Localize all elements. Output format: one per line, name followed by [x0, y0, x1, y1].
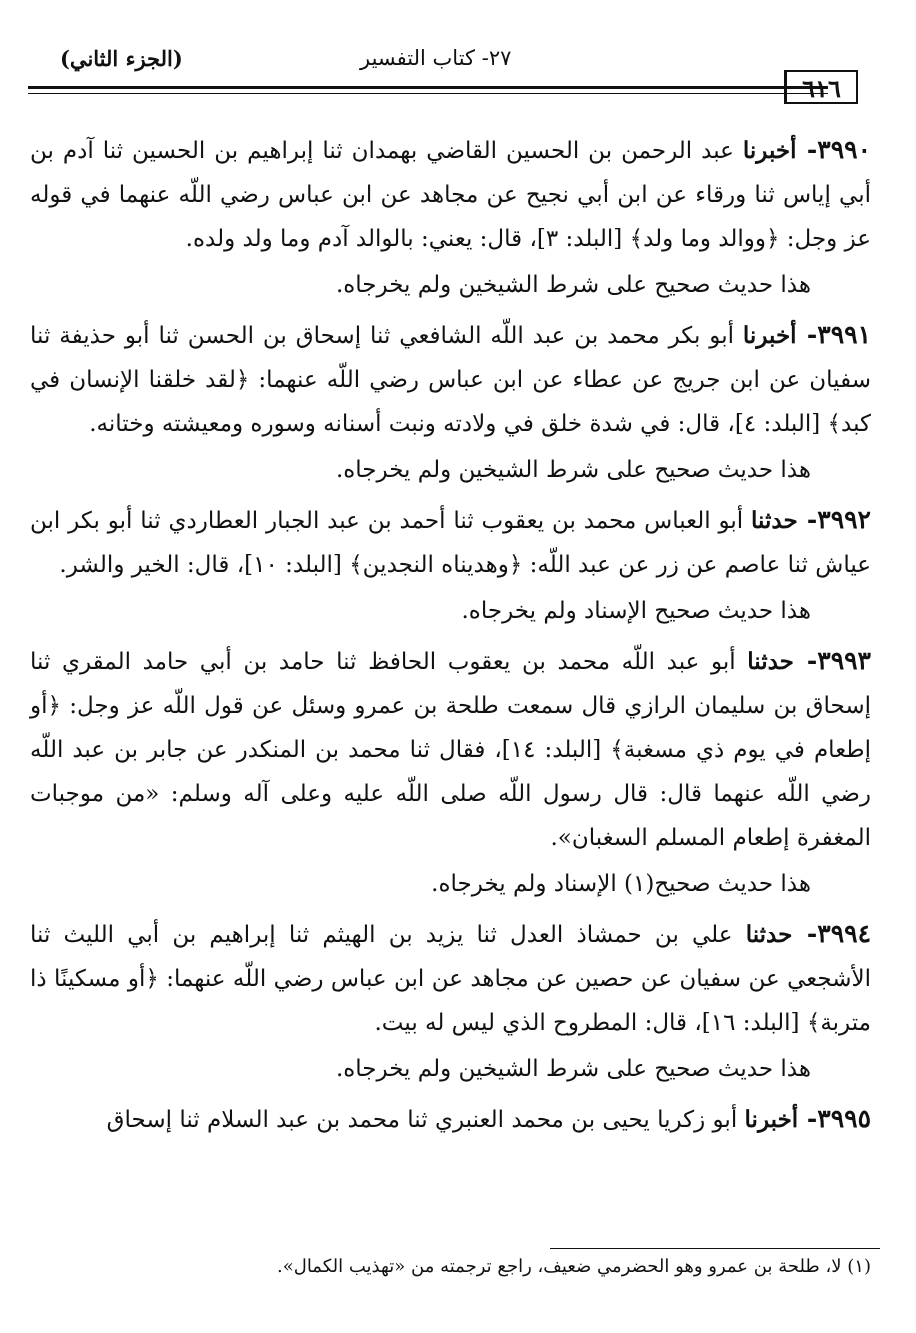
hadith-text: أبو العباس محمد بن يعقوب ثنا أحمد بن عبد الجبار العطاردي ثنا أبو بكر ابن عياش ثنا عاصم عن زر عن عبد اللّه: ﴿وهديناه النجدين﴾ [البلد: ١٠]، قال: الخير والشر.: [30, 508, 871, 578]
transmission-keyword: أخبرنا: [742, 137, 797, 164]
page-number: ٦١٦: [784, 70, 858, 104]
hadith-verdict: هذا حديث صحيح على شرط الشيخين ولم يخرجاه.: [335, 457, 811, 483]
transmission-keyword: أخبرنا: [744, 1106, 799, 1133]
part-title: (الجزء الثاني): [60, 46, 183, 71]
header-rule: [28, 86, 828, 89]
book-title: ٢٧- كتاب التفسير: [360, 46, 512, 70]
hadith-entry: ٣٩٩٠- أخبرنا عبد الرحمن بن الحسين القاضي بهمدان ثنا إبراهيم بن الحسين ثنا آدم بن أبي إياس ثنا ورقاء عن ابن أبي نجيح عن مجاهد عن ابن عباس رضي اللّه عنهما في قوله عز وجل: ﴿ووالد وما ولد﴾ [البلد: ٣]، قال: يعني: بالوالد آدم وما ولد ولده.: [30, 135, 871, 252]
hadith-verdict: هذا حديث صحيح على شرط الشيخين ولم يخرجاه.: [335, 272, 811, 298]
hadith-number: ٣٩٩٠: [817, 135, 871, 164]
hadith-text: أبو زكريا يحيى بن محمد العنبري ثنا محمد بن عبد السلام ثنا إسحاق: [106, 1107, 738, 1133]
hadith-number: ٣٩٩٥: [817, 1104, 871, 1133]
hadith-number: ٣٩٩٣: [817, 646, 871, 675]
hadith-number: ٣٩٩١: [817, 320, 871, 349]
hadith-entry: ٣٩٩٢- حدثنا أبو العباس محمد بن يعقوب ثنا أحمد بن عبد الجبار العطاردي ثنا أبو بكر ابن عياش ثنا عاصم عن زر عن عبد اللّه: ﴿وهديناه النجدين﴾ [البلد: ١٠]، قال: الخير والشر.: [30, 505, 871, 578]
footnote-rule: [550, 1248, 880, 1249]
hadith-text: أبو بكر محمد بن عبد اللّه الشافعي ثنا إسحاق بن الحسن ثنا أبو حذيفة ثنا سفيان عن ابن جريج عن عطاء عن ابن عباس رضي اللّه عنهما: ﴿لقد خلقنا الإنسان في كبد﴾ [البلد: ٤]، قال: في شدة خلق في ولادته ونبت أسنانه وسوره ومعيشته وختانه.: [30, 323, 871, 437]
hadith-text: علي بن حمشاذ العدل ثنا يزيد بن الهيثم ثنا إبراهيم بن أبي الليث ثنا الأشجعي عن سفيان عن حصين عن مجاهد عن ابن عباس رضي اللّه عنهما: ﴿أو مسكينًا ذا متربة﴾ [البلد: ١٦]، قال: المطروح الذي ليس له بيت.: [30, 922, 871, 1036]
footnote: (١) لا، طلحة بن عمرو وهو الحضرمي ضعيف، راجع ترجمته من «تهذيب الكمال».: [277, 1256, 871, 1277]
hadith-number: ٣٩٩٢: [817, 505, 871, 534]
hadith-entry: ٣٩٩٣- حدثنا أبو عبد اللّه محمد بن يعقوب الحافظ ثنا حامد بن أبي حامد المقري ثنا إسحاق بن سليمان الرازي قال سمعت طلحة بن عمرو وسئل عن قول اللّه عز وجل: ﴿أو إطعام في يوم ذي مسغبة﴾ [البلد: ١٤]، فقال ثنا محمد بن المنكدر عن جابر بن عبد اللّه رضي اللّه عنهما قال: قال رسول اللّه صلى اللّه عليه وعلى آله وسلم: «من موجبات المغفرة إطعام المسلم السغبان».: [30, 646, 871, 851]
hadith-entry: ٣٩٩١- أخبرنا أبو بكر محمد بن عبد اللّه الشافعي ثنا إسحاق بن الحسن ثنا أبو حذيفة ثنا سفيان عن ابن جريج عن عطاء عن ابن عباس رضي اللّه عنهما: ﴿لقد خلقنا الإنسان في كبد﴾ [البلد: ٤]، قال: في شدة خلق في ولادته ونبت أسنانه وسوره ومعيشته وختانه.: [30, 320, 871, 437]
hadith-number: ٣٩٩٤: [817, 919, 871, 948]
running-header: [30, 40, 856, 70]
hadith-verdict: هذا حديث صحيح(١) الإسناد ولم يخرجاه.: [431, 871, 811, 897]
hadith-text: عبد الرحمن بن الحسين القاضي بهمدان ثنا إبراهيم بن الحسين ثنا آدم بن أبي إياس ثنا ورقاء عن ابن أبي نجيح عن مجاهد عن ابن عباس رضي اللّه عنهما في قوله عز وجل: ﴿ووالد وما ولد﴾ [البلد: ٣]، قال: يعني: بالوالد آدم وما ولد ولده.: [30, 138, 871, 252]
header-rule-thin: [28, 93, 828, 94]
transmission-keyword: حدثنا: [745, 921, 793, 948]
hadith-text: أبو عبد اللّه محمد بن يعقوب الحافظ ثنا حامد بن أبي حامد المقري ثنا إسحاق بن سليمان الرازي قال سمعت طلحة بن عمرو وسئل عن قول اللّه عز وجل: ﴿أو إطعام في يوم ذي مسغبة﴾ [البلد: ١٤]، فقال ثنا محمد بن المنكدر عن جابر بن عبد اللّه رضي اللّه عنهما قال: قال رسول اللّه صلى اللّه عليه وعلى آله وسلم: «من موجبات المغفرة إطعام المسلم السغبان».: [30, 649, 871, 851]
hadith-entry: ٣٩٩٥- أخبرنا أبو زكريا يحيى بن محمد العنبري ثنا محمد بن عبد السلام ثنا إسحاق: [106, 1104, 871, 1133]
hadith-verdict: هذا حديث صحيح على شرط الشيخين ولم يخرجاه.: [335, 1056, 811, 1082]
hadith-verdict: هذا حديث صحيح الإسناد ولم يخرجاه.: [461, 598, 811, 624]
transmission-keyword: حدثنا: [747, 648, 794, 675]
main-text: [30, 128, 871, 1142]
hadith-entry: ٣٩٩٤- حدثنا علي بن حمشاذ العدل ثنا يزيد بن الهيثم ثنا إبراهيم بن أبي الليث ثنا الأشجعي عن سفيان عن حصين عن مجاهد عن ابن عباس رضي اللّه عنهما: ﴿أو مسكينًا ذا متربة﴾ [البلد: ١٦]، قال: المطروح الذي ليس له بيت.: [30, 919, 871, 1036]
transmission-keyword: حدثنا: [751, 507, 798, 534]
transmission-keyword: أخبرنا: [742, 322, 797, 349]
